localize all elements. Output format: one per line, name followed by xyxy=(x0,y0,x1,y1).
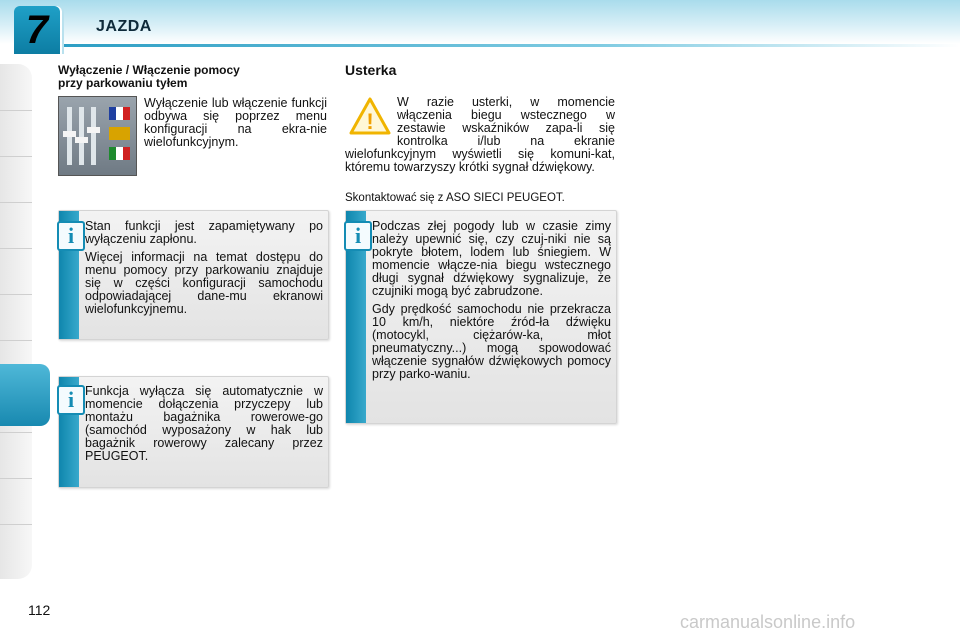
side-tab xyxy=(0,248,32,249)
chapter-number: 7 xyxy=(25,8,49,52)
side-tab xyxy=(0,340,32,341)
info-paragraph: Podczas złej pogody lub w czasie zimy należy upewnić się, czy czuj-niki nie są pokryte błotem, lodem lub śniegiem. W momencie włącze-nia biegu wstecznego długi sygnał dźwiękowy sygnalizuje, że czujniki mogą być zabrudzone. xyxy=(372,219,611,298)
info-text xyxy=(85,220,323,321)
side-tab xyxy=(0,294,32,295)
watermark: carmanualsonline.info xyxy=(680,612,856,632)
info-paragraph: Funkcja wyłącza się automatycznie w momencie dołączenia przyczepy lub montażu bagażnika rowerowe-go (samochód wyposażony w hak lub bagażnik rowerowy zalecany przez PEUGEOT. xyxy=(85,384,323,463)
info-icon: i xyxy=(57,385,85,415)
side-tab-strip xyxy=(0,64,32,579)
contact-text: Skontaktować się z ASO SIECI PEUGEOT. xyxy=(345,192,565,204)
intro-text: Wyłączenie lub włączenie funkcji odbywa się poprzez menu konfiguracji na ekra-nie wielofunkcyjnym. xyxy=(144,96,327,149)
fault-text xyxy=(345,96,615,174)
side-tab xyxy=(0,524,32,525)
heading-line: Wyłączenie / Włączenie pomocy xyxy=(58,63,240,77)
section-heading xyxy=(58,64,318,90)
heading-line: przy parkowaniu tyłem xyxy=(58,76,188,90)
side-tab xyxy=(0,202,32,203)
info-text xyxy=(372,220,611,386)
icon-wrap-spacer xyxy=(345,96,397,140)
warning-glyph: ! xyxy=(366,109,374,134)
screen-menu-image xyxy=(58,96,137,176)
side-tab-active xyxy=(0,364,50,426)
fault-paragraph: W razie usterki, w momencie włączenia biegu wstecznego w zestawie wskaźników zapa-li się kontrolka i/lub na ekranie wielofunkcyjnym wyświetli się komuni-kat, któremu towarzyszy krótki sygnał dźwiękowy. xyxy=(345,95,615,174)
page-number: 112 xyxy=(28,602,51,618)
info-paragraph: Stan funkcji jest zapamiętywany po wyłączeniu zapłonu. xyxy=(85,219,323,246)
info-paragraph: Więcej informacji na temat dostępu do menu pomocy przy parkowaniu znajduje się w części konfiguracji samochodu odpowiadającej dane-mu ekranowi wielofunkcyjnemu. xyxy=(85,250,323,316)
chapter-title: JAZDA xyxy=(96,18,152,35)
info-paragraph: Gdy prędkość samochodu nie przekracza 10 km/h, niektóre źród-ła dźwięku (motocykl, ciężarów-ka, młot pneumatyczny...) mogą spowodować włączenie sygnałów dźwiękowych pomocy przy parko-waniu. xyxy=(372,302,611,381)
header-rule xyxy=(60,44,960,47)
side-tab xyxy=(0,432,32,433)
section-heading: Usterka xyxy=(345,62,397,78)
info-icon: i xyxy=(57,221,85,251)
info-box xyxy=(58,210,329,340)
info-box xyxy=(58,376,329,488)
side-tab xyxy=(0,478,32,479)
info-text xyxy=(85,385,323,468)
menu-illustration xyxy=(59,97,136,175)
side-tab xyxy=(0,110,32,111)
info-icon: i xyxy=(344,221,372,251)
side-tab xyxy=(0,156,32,157)
info-box xyxy=(345,210,617,424)
